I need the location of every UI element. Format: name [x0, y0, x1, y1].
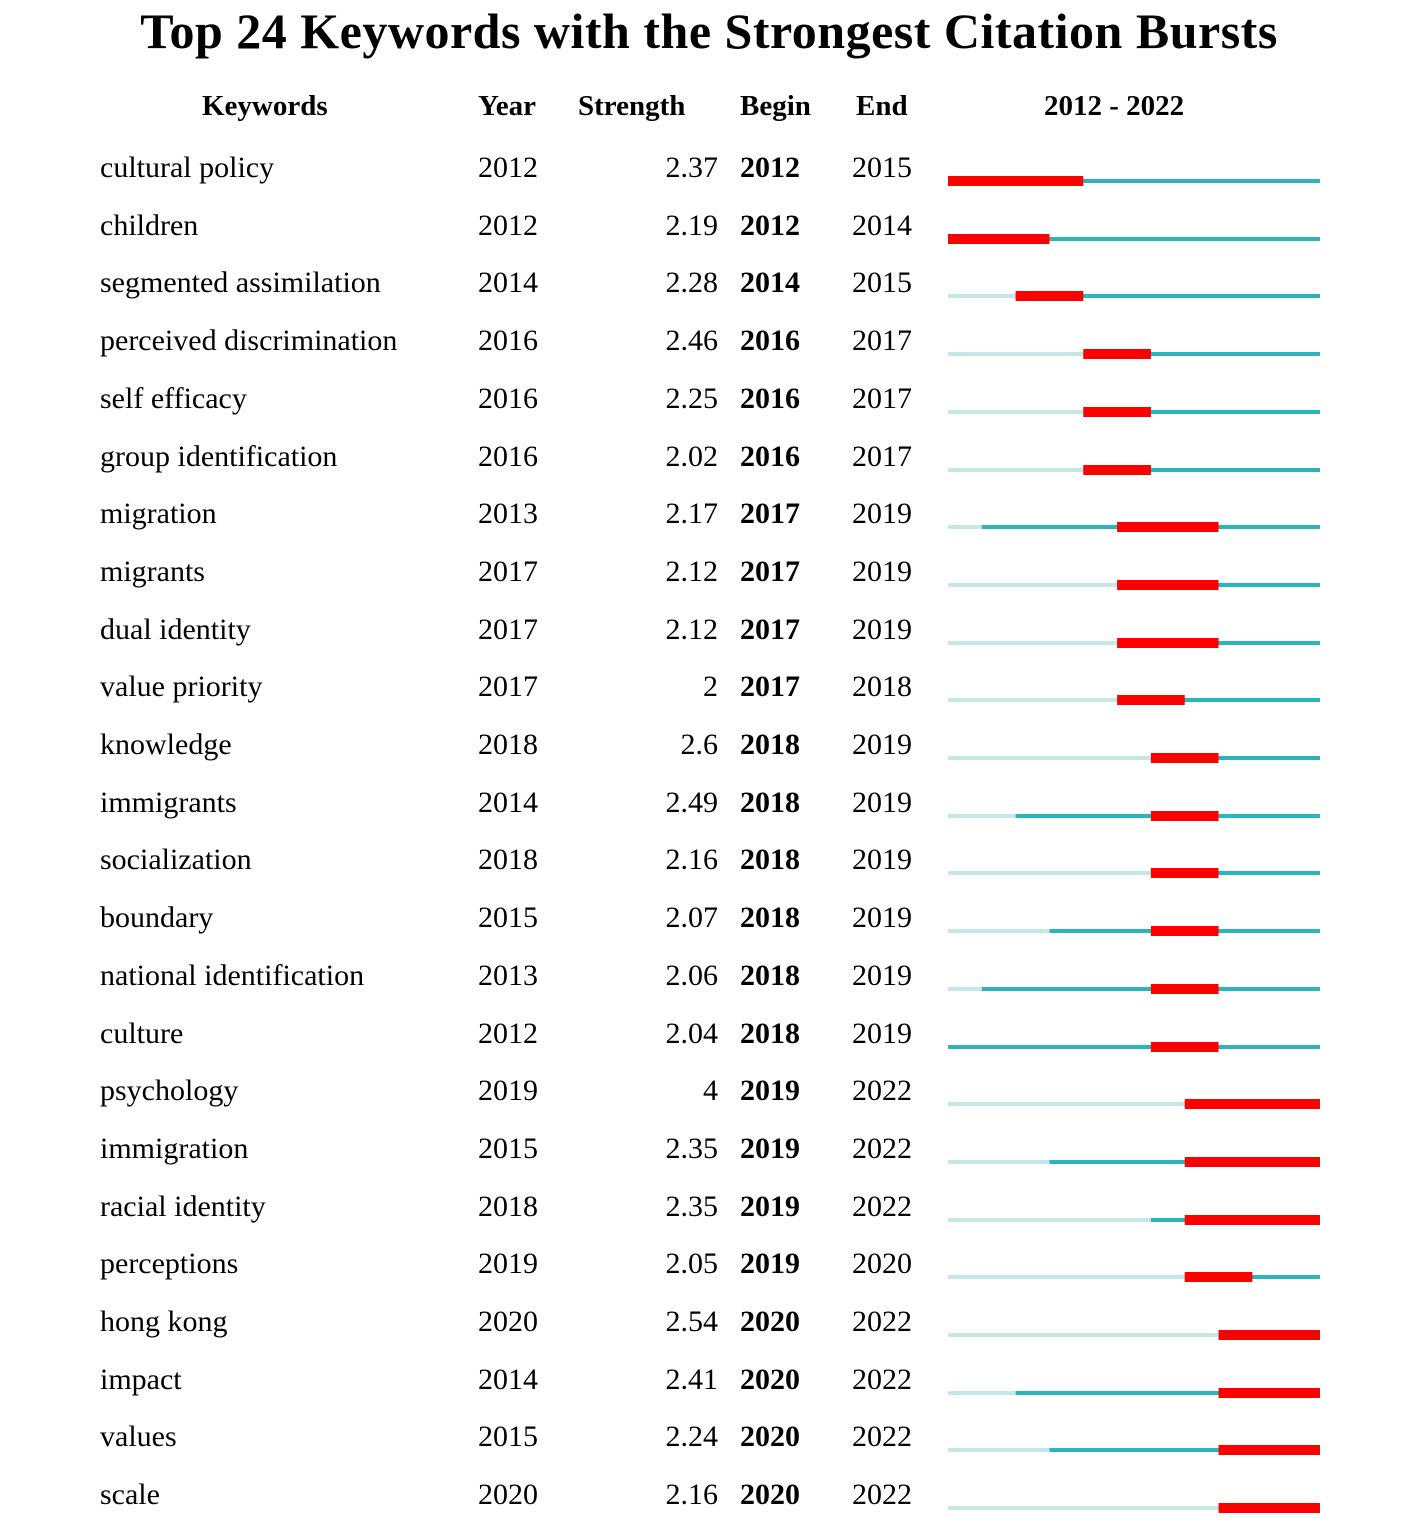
strength-cell: 2.35 [665, 1189, 718, 1223]
end-cell: 2015 [852, 151, 912, 184]
burst-timeline [0, 1362, 1418, 1420]
begin-cell: 2012 [740, 151, 800, 184]
inactive-segment [948, 1218, 1151, 1222]
keyword-cell: perceived discrimination [100, 324, 398, 358]
burst-timeline [0, 208, 1418, 266]
keyword-cell: values [100, 1420, 177, 1454]
keyword-cell: hong kong [100, 1305, 228, 1338]
strength-cell: 4 [703, 1074, 718, 1108]
burst-bar [1219, 1445, 1320, 1455]
burst-bar [1083, 349, 1151, 359]
keyword-cell: impact [100, 1362, 182, 1396]
begin-cell: 2017 [740, 612, 800, 646]
inactive-segment [948, 583, 1117, 587]
end-cell: 2022 [852, 1189, 912, 1223]
year-cell: 2018 [478, 1189, 538, 1223]
begin-cell: 2020 [740, 1362, 800, 1396]
inactive-segment [948, 1506, 1219, 1510]
year-cell: 2016 [478, 381, 538, 415]
keyword-cell: cultural policy [100, 151, 275, 184]
end-cell: 2019 [852, 843, 912, 877]
burst-timeline [0, 554, 1418, 612]
burst-bar [1185, 1272, 1253, 1282]
end-cell: 2022 [852, 1074, 912, 1108]
begin-cell: 2018 [740, 901, 800, 935]
year-cell: 2017 [478, 670, 538, 704]
header-begin: Begin [740, 90, 811, 122]
inactive-segment [948, 756, 1151, 760]
strength-cell: 2.24 [665, 1420, 718, 1454]
burst-bar [1117, 695, 1185, 705]
strength-cell: 2.46 [665, 324, 718, 358]
keyword-cell: value priority [100, 670, 263, 704]
end-cell: 2017 [852, 324, 912, 358]
burst-bar [1083, 465, 1151, 475]
year-cell: 2013 [478, 958, 538, 992]
burst-bar [1151, 1042, 1219, 1052]
burst-timeline [0, 323, 1418, 381]
keyword-cell: group identification [100, 439, 338, 473]
burst-bar [1117, 580, 1218, 590]
table-row [0, 958, 1418, 1016]
burst-bar [1117, 638, 1218, 648]
inactive-segment [948, 641, 1117, 645]
strength-cell: 2.37 [665, 151, 718, 184]
year-cell: 2015 [478, 1131, 538, 1165]
end-cell: 2022 [852, 1131, 912, 1165]
keyword-cell: perceptions [100, 1247, 239, 1281]
year-cell: 2012 [478, 208, 538, 242]
burst-bar [948, 176, 1083, 186]
table-row [0, 554, 1418, 612]
table-row [0, 381, 1418, 439]
inactive-segment [948, 525, 982, 529]
begin-cell: 2019 [740, 1131, 800, 1165]
keyword-cell: knowledge [100, 728, 232, 761]
year-cell: 2016 [478, 324, 538, 358]
burst-bar [948, 234, 1049, 244]
strength-cell: 2.16 [665, 843, 718, 877]
year-cell: 2012 [478, 151, 538, 184]
end-cell: 2019 [852, 901, 912, 935]
begin-cell: 2016 [740, 381, 800, 415]
burst-timeline [0, 150, 1418, 208]
strength-cell: 2 [703, 670, 718, 704]
keyword-cell: immigration [100, 1131, 249, 1165]
end-cell: 2022 [852, 1305, 912, 1338]
inactive-segment [948, 410, 1083, 414]
table-row [0, 265, 1418, 323]
begin-cell: 2020 [740, 1478, 800, 1512]
keyword-cell: migration [100, 497, 217, 531]
burst-bar [1016, 291, 1084, 301]
begin-cell: 2018 [740, 843, 800, 877]
burst-bar [1151, 811, 1219, 821]
table-row [0, 727, 1418, 785]
strength-cell: 2.07 [665, 901, 718, 935]
begin-cell: 2020 [740, 1420, 800, 1454]
header-strength: Strength [578, 90, 686, 122]
end-cell: 2018 [852, 670, 912, 704]
inactive-segment [948, 698, 1117, 702]
table-row [0, 1246, 1418, 1304]
keyword-cell: scale [100, 1478, 160, 1512]
strength-cell: 2.28 [665, 266, 718, 300]
burst-bar [1151, 984, 1219, 994]
year-cell: 2014 [478, 1362, 538, 1396]
begin-cell: 2017 [740, 497, 800, 531]
burst-timeline [0, 1477, 1418, 1535]
end-cell: 2020 [852, 1247, 912, 1281]
table-row [0, 496, 1418, 554]
end-cell: 2017 [852, 381, 912, 415]
burst-timeline [0, 496, 1418, 554]
year-cell: 2014 [478, 785, 538, 819]
inactive-segment [948, 1160, 1049, 1164]
table-row [0, 612, 1418, 670]
end-cell: 2014 [852, 208, 912, 242]
year-cell: 2018 [478, 843, 538, 877]
burst-timeline [0, 958, 1418, 1016]
strength-cell: 2.54 [665, 1305, 718, 1338]
begin-cell: 2018 [740, 728, 800, 761]
burst-timeline [0, 1304, 1418, 1362]
strength-cell: 2.16 [665, 1478, 718, 1512]
end-cell: 2019 [852, 554, 912, 588]
begin-cell: 2018 [740, 958, 800, 992]
end-cell: 2019 [852, 612, 912, 646]
year-cell: 2016 [478, 439, 538, 473]
strength-cell: 2.02 [665, 439, 718, 473]
keyword-cell: migrants [100, 554, 205, 588]
table-row [0, 323, 1418, 381]
inactive-segment [948, 294, 1016, 298]
end-cell: 2022 [852, 1362, 912, 1396]
burst-timeline [0, 1016, 1418, 1074]
header-year: Year [478, 90, 536, 122]
keyword-cell: culture [100, 1016, 184, 1050]
year-cell: 2019 [478, 1247, 538, 1281]
strength-cell: 2.35 [665, 1131, 718, 1165]
table-row [0, 900, 1418, 958]
end-cell: 2019 [852, 785, 912, 819]
end-cell: 2015 [852, 266, 912, 300]
header-keywords: Keywords [202, 90, 328, 122]
table-row [0, 1304, 1418, 1362]
year-cell: 2015 [478, 901, 538, 935]
burst-bar [1083, 407, 1151, 417]
end-cell: 2022 [852, 1420, 912, 1454]
table-row [0, 439, 1418, 497]
burst-timeline [0, 381, 1418, 439]
inactive-segment [948, 871, 1151, 875]
burst-timeline [0, 669, 1418, 727]
burst-bar [1117, 522, 1218, 532]
inactive-segment [948, 352, 1083, 356]
burst-timeline [0, 1419, 1418, 1477]
year-cell: 2012 [478, 1016, 538, 1050]
inactive-segment [948, 1333, 1219, 1337]
strength-cell: 2.49 [665, 785, 718, 819]
header-end: End [856, 90, 908, 122]
end-cell: 2019 [852, 728, 912, 761]
table-row [0, 1073, 1418, 1131]
table-row [0, 785, 1418, 843]
active-segment [948, 1045, 1320, 1049]
year-cell: 2013 [478, 497, 538, 531]
year-cell: 2020 [478, 1305, 538, 1338]
begin-cell: 2014 [740, 266, 800, 300]
burst-timeline [0, 1131, 1418, 1189]
inactive-segment [948, 814, 1016, 818]
begin-cell: 2016 [740, 439, 800, 473]
strength-cell: 2.06 [665, 958, 718, 992]
year-cell: 2017 [478, 554, 538, 588]
header-range: 2012 - 2022 [1044, 90, 1185, 122]
keyword-cell: children [100, 208, 199, 242]
inactive-segment [948, 929, 1049, 933]
end-cell: 2019 [852, 1016, 912, 1050]
table-row [0, 1477, 1418, 1535]
begin-cell: 2019 [740, 1189, 800, 1223]
keyword-cell: national identification [100, 958, 365, 992]
year-cell: 2019 [478, 1074, 538, 1108]
table-row [0, 1131, 1418, 1189]
burst-timeline [0, 900, 1418, 958]
keyword-cell: racial identity [100, 1189, 266, 1223]
year-cell: 2015 [478, 1420, 538, 1454]
begin-cell: 2017 [740, 554, 800, 588]
begin-cell: 2017 [740, 670, 800, 704]
end-cell: 2019 [852, 497, 912, 531]
begin-cell: 2012 [740, 208, 800, 242]
burst-bar [1185, 1099, 1320, 1109]
burst-timeline [0, 439, 1418, 497]
keyword-cell: segmented assimilation [100, 266, 381, 300]
table-row [0, 669, 1418, 727]
inactive-segment [948, 987, 982, 991]
begin-cell: 2016 [740, 324, 800, 358]
year-cell: 2017 [478, 612, 538, 646]
burst-timeline [0, 1246, 1418, 1304]
begin-cell: 2020 [740, 1305, 800, 1338]
end-cell: 2017 [852, 439, 912, 473]
begin-cell: 2019 [740, 1247, 800, 1281]
strength-cell: 2.05 [665, 1247, 718, 1281]
table-row [0, 842, 1418, 900]
inactive-segment [948, 1275, 1185, 1279]
strength-cell: 2.6 [680, 728, 718, 761]
keyword-cell: boundary [100, 901, 214, 935]
burst-bar [1151, 868, 1219, 878]
table-row [0, 1016, 1418, 1074]
strength-cell: 2.25 [665, 381, 718, 415]
chart-title: Top 24 Keywords with the Strongest Citation Bursts [140, 3, 1278, 59]
strength-cell: 2.04 [665, 1016, 718, 1050]
burst-bar [1185, 1157, 1320, 1167]
keyword-cell: immigrants [100, 785, 237, 819]
burst-bar [1219, 1503, 1320, 1513]
keyword-cell: dual identity [100, 612, 251, 646]
table-row [0, 150, 1418, 208]
keyword-cell: socialization [100, 843, 252, 877]
burst-bar [1219, 1330, 1320, 1340]
year-cell: 2014 [478, 266, 538, 300]
table-row [0, 1362, 1418, 1420]
table-row [0, 1189, 1418, 1247]
burst-bar [1151, 753, 1219, 763]
burst-timeline [0, 265, 1418, 323]
burst-bar [1219, 1388, 1320, 1398]
burst-timeline [0, 785, 1418, 843]
begin-cell: 2018 [740, 1016, 800, 1050]
strength-cell: 2.12 [665, 554, 718, 588]
inactive-segment [948, 1448, 1049, 1452]
year-cell: 2020 [478, 1478, 538, 1512]
inactive-segment [948, 1391, 1016, 1395]
table-row [0, 1419, 1418, 1477]
strength-cell: 2.12 [665, 612, 718, 646]
keyword-cell: self efficacy [100, 381, 247, 415]
burst-bar [1151, 926, 1219, 936]
strength-cell: 2.17 [665, 497, 718, 531]
burst-timeline [0, 842, 1418, 900]
burst-timeline [0, 1189, 1418, 1247]
burst-bar [1185, 1215, 1320, 1225]
end-cell: 2022 [852, 1478, 912, 1512]
begin-cell: 2019 [740, 1074, 800, 1108]
inactive-segment [948, 1102, 1185, 1106]
burst-timeline [0, 1073, 1418, 1131]
strength-cell: 2.41 [665, 1362, 718, 1396]
end-cell: 2019 [852, 958, 912, 992]
year-cell: 2018 [478, 728, 538, 761]
begin-cell: 2018 [740, 785, 800, 819]
table-row [0, 208, 1418, 266]
inactive-segment [948, 468, 1083, 472]
strength-cell: 2.19 [665, 208, 718, 242]
keyword-cell: psychology [100, 1074, 239, 1108]
burst-timeline [0, 612, 1418, 670]
burst-timeline [0, 727, 1418, 785]
